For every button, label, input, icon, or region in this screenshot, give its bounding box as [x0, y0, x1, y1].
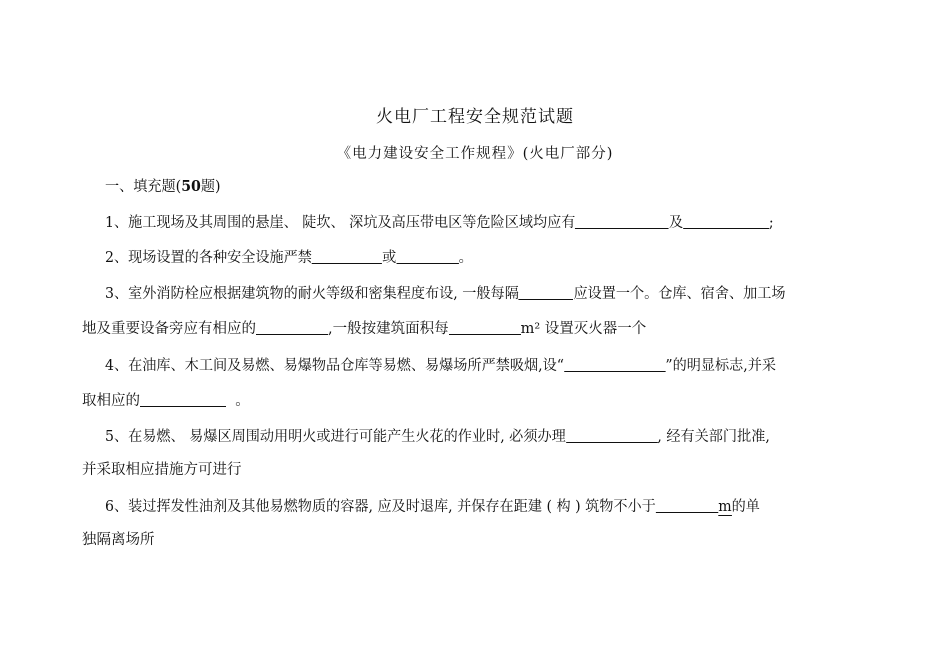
- question-3-line-1: [105, 283, 875, 304]
- question-5-text-2: , 经有关部门批准,: [657, 429, 770, 445]
- question-5-text-1: 5、在易燃、 易爆区周围动用明火或进行可能产生火花的作业时, 必须办理: [105, 429, 566, 445]
- question-1-end: ;: [768, 215, 774, 231]
- section-heading-prefix: 一、填充题(: [105, 179, 182, 195]
- question-6-unit: m: [718, 499, 732, 515]
- question-4-blank-1[interactable]: [564, 355, 665, 372]
- question-5-text-3: 并采取相应措施方可进行: [82, 462, 242, 478]
- section-heading: [105, 177, 875, 197]
- question-4-text-1: 4、在油库、木工间及易燃、易爆物品仓库等易燃、易爆场所严禁吸烟,设“: [105, 358, 564, 374]
- question-2-connector: 或: [382, 250, 397, 266]
- question-3-text-4: ,一般按建筑面积每: [328, 321, 449, 337]
- question-3-text-3: 地及重要设备旁应有相应的: [82, 321, 256, 337]
- question-1: [105, 212, 875, 233]
- question-4-blank-2[interactable]: [140, 390, 226, 407]
- question-2: [105, 247, 875, 268]
- question-6-line-2: [82, 530, 872, 550]
- question-5-blank-1[interactable]: [566, 426, 658, 443]
- question-4-text-3: 取相应的: [82, 393, 140, 409]
- document-title: 火电厂工程安全规范试题: [376, 107, 574, 127]
- question-2-blank-2[interactable]: [396, 247, 458, 264]
- question-4-end: 。: [235, 393, 250, 409]
- question-6-blank-1[interactable]: [656, 496, 718, 513]
- question-4-text-2: ”的明显标志,并采: [665, 358, 777, 374]
- document-subtitle: 《电力建设安全工作规程》(火电厂部分): [336, 146, 614, 162]
- question-6-text-2: 的单: [731, 499, 760, 515]
- question-1-blank-2[interactable]: [683, 212, 769, 229]
- question-2-text: 2、现场设置的各种安全设施严禁: [105, 250, 312, 266]
- question-3-text-5: 设置灭火器一个: [544, 321, 647, 337]
- question-1-connector: 及: [668, 215, 684, 231]
- question-3-blank-1[interactable]: [519, 283, 574, 300]
- question-2-blank-1[interactable]: [312, 247, 382, 264]
- question-3-text-2: 应设置一个。仓库、宿舍、加工场: [573, 286, 786, 302]
- question-6-text-3: 独隔离场所: [82, 532, 155, 548]
- question-6-line-1: [105, 496, 875, 517]
- question-5-line-1: [105, 426, 875, 447]
- question-2-end: 。: [458, 250, 473, 266]
- question-3-blank-3[interactable]: [449, 318, 521, 335]
- question-5-line-2: [82, 460, 872, 480]
- question-1-blank-1[interactable]: [575, 212, 669, 229]
- question-1-text: 1、施工现场及其周围的悬崖、 陡坎、 深坑及高压带电区等危险区域均应有: [105, 215, 576, 231]
- question-4-line-1: [105, 355, 875, 376]
- question-3-text-1: 3、室外消防栓应根据建筑物的耐火等级和密集程度布设, 一般每隔: [105, 286, 519, 302]
- question-3-unit: m²: [520, 321, 541, 337]
- question-3-blank-2[interactable]: [256, 318, 328, 335]
- question-4-line-2: [82, 390, 872, 411]
- section-question-count: 50: [181, 178, 201, 195]
- section-heading-suffix: 题): [200, 179, 221, 195]
- question-6-text-1: 6、装过挥发性油剂及其他易燃物质的容器, 应及时退库, 并保存在距建 ( 构 ) 筑物不小于: [105, 499, 656, 515]
- question-3-line-2: [82, 318, 872, 339]
